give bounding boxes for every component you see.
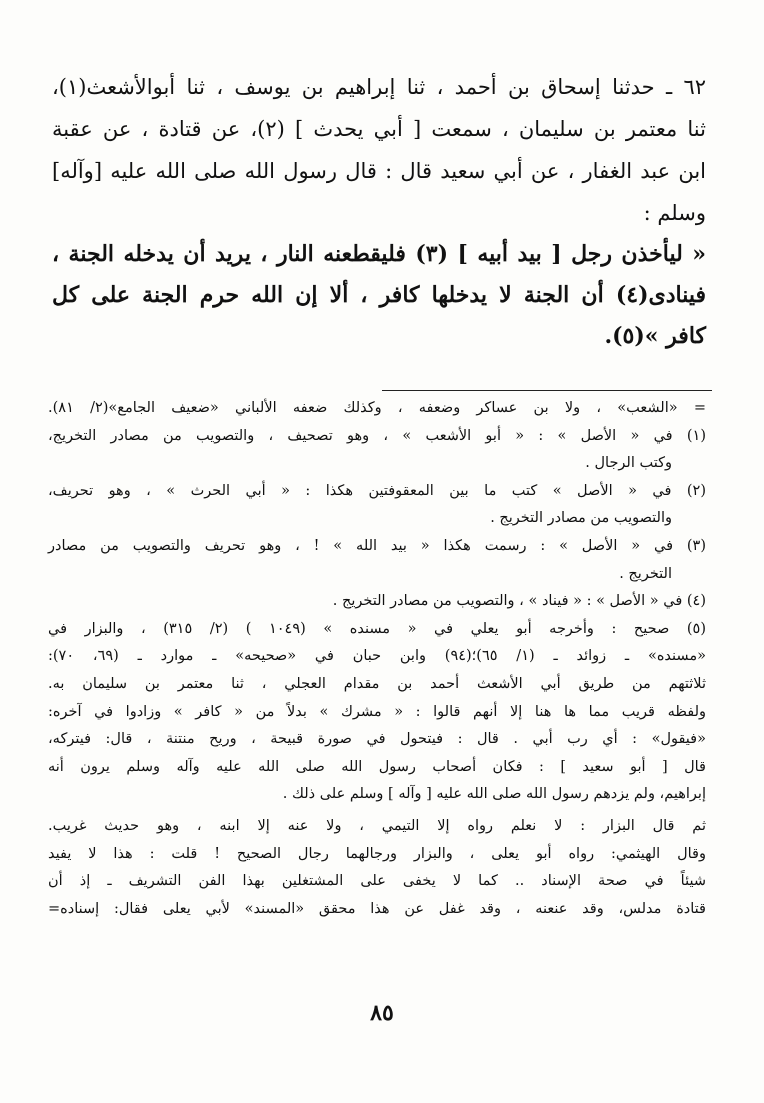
hadith-matn-line: كافر »(٥).: [604, 323, 706, 349]
footnote-line: إبراهيم، ولم يزدهم رسول الله صلى الله عليه [ وآله ] وسلم على ذلك .: [282, 786, 706, 803]
footnote-line: قتادة مدلس، وقد عنعنه ، وقد غفل عن هذا محقق «المسند» لأبي يعلى فقال: إسناده=: [48, 900, 706, 917]
hadith-text: [52, 66, 706, 357]
footnote-line: ثلاثتهم من طريق أبي الأشعث أحمد بن مقدام العجلي ، ثنا معتمر بن سليمان به.: [48, 675, 706, 692]
footnote-line: (٥) صحيح : وأخرجه أبو يعلي في « مسنده » (١٠٤٩ ) (٢/ ٣١٥) ، والبزار في: [48, 620, 706, 637]
hadith-line: ثنا معتمر بن سليمان ، سمعت [ أبي يحدث ] (٢)، عن قتادة ، عن عقبة: [52, 117, 706, 141]
hadith-line: وسلم :: [643, 201, 706, 225]
footnote-line: (٣) في « الأصل » : رسمت هكذا « بيد الله » ! ، وهو تحريف والتصويب من مصادر: [48, 537, 706, 554]
footnote-line: «مسنده» ـ زوائد ـ (١/ ٦٥)؛(٩٤) وابن حبان في «صحيحه» ـ موارد ـ (٦٩، ٧٠):: [48, 648, 706, 665]
hadith-line: ٦٢ ـ حدثنا إسحاق بن أحمد ، ثنا إبراهيم بن يوسف ، ثنا أبوالأشعث(١)،: [52, 75, 706, 99]
footnote-line: «فيقول» : أي رب أبي . قال : فيتحول في صورة قبيحة ، وريح منتنة ، قال: فيتركه،: [48, 731, 706, 748]
hadith-matn-line: « ليأخذن رجل [ بيد أبيه ] (٣) فليقطعنه النار ، يريد أن يدخله الجنة ،: [52, 241, 706, 267]
footnote-line: (٢) في « الأصل » كتب ما بين المعقوفتين هكذا : « أبي الحرث » ، وهو تحريف،: [48, 482, 706, 499]
footnote-line: ثم قال البزار : لا نعلم رواه إلا التيمي ، ولا عنه إلا ابنه ، وهو حديث غريب.: [48, 817, 706, 834]
hadith-line: ابن عبد الغفار ، عن أبي سعيد قال : قال رسول الله صلى الله عليه [وآله]: [52, 159, 706, 183]
footnote-divider: [382, 390, 712, 391]
footnote-line: التخريج .: [619, 565, 672, 582]
footnote-line: وقال الهيثمي: رواه أبو يعلى ، والبزار ورجالهما رجال الصحيح ! قلت : هذا لا يفيد: [48, 845, 706, 862]
page-number: ٨٥: [370, 1000, 394, 1026]
footnotes: [48, 395, 706, 923]
footnote-line: شيئاً في صحة الإسناد .. كما لا يخفى على المشتغلين بهذا الفن التشريف ـ إذ أن: [48, 873, 706, 890]
footnote-line: = «الشعب» ، ولا بن عساكر وضعفه ، وكذلك ضعفه الألباني «ضعيف الجامع»(٢/ ٨١).: [48, 400, 706, 416]
footnote-line: ولفظه قريب مما ها هنا إلا أنهم قالوا : « مشرك » بدلاً من « كافر » وزادوا في آخره:: [48, 703, 706, 720]
footnote-line: (٤) في « الأصل » : « فيناد » ، والتصويب من مصادر التخريج .: [332, 593, 706, 610]
footnote-line: والتصويب من مصادر التخريج .: [490, 510, 672, 527]
footnote-line: وكتب الرجال .: [585, 455, 672, 472]
hadith-matn-line: فينادى(٤) أن الجنة لا يدخلها كافر ، ألا إن الله حرم الجنة على كل: [52, 282, 706, 308]
footnote-line: قال [ أبو سعيد ] : فكان أصحاب رسول الله صلى الله عليه وآله وسلم يرون أنه: [48, 758, 706, 775]
footnote-line: (١) في « الأصل » : « أبو الأشعب » ، وهو تصحيف ، والتصويب من مصادر التخريج،: [48, 427, 706, 444]
